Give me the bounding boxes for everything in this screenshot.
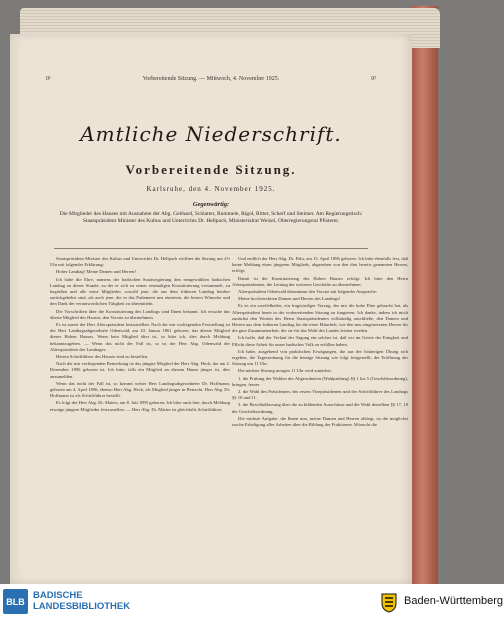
paragraph: Ich habe die Ehre, namens der badischen Staatsregierung den neugewählten badischen Landtag zu dieser Stunde, zu der er sich zu seiner erstmaligen Konstituierung versammelt, zu begrüßen und alle seine Mitglieder, sowohl jene, die aus dem früheren Landtag hierher zurückgekehrt sind, als auch jene, die in das Parlament neu eintreten, die besten Wünsche und den Dank der verantwortlichen Tätigkeit zu übermitteln. (50, 276, 230, 307)
paragraph: 1. die Prüfung der Wahlen der Abgeordneten (Wahlprüfung) §§ 1 bis 5 (Geschäftsordnung), bringen, ferner (232, 375, 408, 387)
blb-logo-text[interactable] (33, 590, 130, 612)
place-date: Karlsruhe, den 4. November 1925. (146, 185, 276, 193)
paragraph: Hoher Landtag! Meine Damen und Herren! (56, 269, 136, 275)
blb-line-1: BADISCHE (33, 590, 83, 601)
logo-bar (0, 584, 504, 619)
paragraph: Die Vorschriften über die Konstituierung des Landtags sind Ihnen bekannt. Ich ersuche das älteste Mitglied des Hauses, den Vorsitz zu übernehmen. (50, 308, 230, 320)
paragraph: Alterspräsident Odenwald übernimmt den Vorsitz mit folgender Ansprache: (238, 289, 378, 295)
paragraph: Ich hoffe, daß der Verlauf der Tagung ein solcher ist, daß wir im Geiste der Einigkeit und Pflicht diese Arbeit für unser badisches Volk zu erfüllen haben. (232, 335, 408, 347)
paragraph: Die nächste Sitzung morgen 11 Uhr wird zunächst: (238, 368, 332, 374)
paragraph: Ich habe, ausgehend von praktischen Erwägungen, die aus der bisherigen Übung sich ergeben, die Tagesordnung für die heutige Sitzung wie folgt festgestellt; die Eröffnung der Sitzung um 11 Uhr. (232, 348, 408, 367)
header-page-right: 0² (371, 76, 376, 82)
paragraph: Es ist zuerst der Herr Alterspräsident festzustellen. Nach der mir vorliegenden Feststellung ist der Herr Landtagsabgeordnete Odenwald, am 10. Januar 1861 geboren, das älteste Mitglied dieses Hohen Hauses. Wenn kein Mitglied älter ist, so bitte ich, dies durch Meldung bekanntzugeben. — Wenn das nicht der Fall ist, so ist der Herr Abg. Odenwald der Alterspräsident des Landtages. (50, 322, 230, 352)
document-subtitle: Vorbereitende Sitzung. (125, 162, 297, 177)
header-title: Vorbereitende Sitzung. — Mittwoch, 4. November 1925. (142, 76, 280, 82)
paragraph: Die nächste Aufgabe, die Ihnen nun, meine Damen und Herren obliegt, ist die möglichst rasche Erledigung aller Arbeiten über die Bildung der Fraktionen. Wünscht die (232, 415, 408, 428)
blb-logo-icon[interactable]: BLB (3, 589, 28, 614)
paragraph: Nach der mir vorliegenden Bemerkung ist das jüngste Mitglied der Herr Abg. Heck, der am 2. Dezember 1896 geboren ist. Ich bitte, falls ein Mitglied an diesem Hause jünger ist, dies anzumelden. (50, 361, 230, 379)
paragraph: Staatspräsident Minister des Kultus und Unterrichts Dr. Hellpach eröffnet die Sitzung um 4½ Uhr mit folgender Erklärung: (50, 256, 230, 268)
bw-logo-text[interactable]: Baden-Württemberg (404, 595, 504, 607)
blb-line-2: LANDESBIBLIOTHEK (33, 601, 131, 612)
paragraph: Damit ist die Konstituierung des Hohen Hauses erfolgt. Ich bitte den Herrn Alterspräsidenten, die Leitung der weiteren Geschäfte zu übernehmen. (232, 275, 408, 287)
header-page-left: 0¹ (46, 76, 51, 82)
document-page (10, 34, 412, 584)
paragraph: 3. die Beschlußfassung über die zu bildenden Ausschüsse und die Wahl derselben §§ 17, 18 der Geschäftsordnung. (232, 402, 408, 414)
paragraph: Und endlich der Herr Abg. Dr. Föhr, am 15. April 1896 geboren. Ich bitte ebenfalls fest, daß keine Meldung eines jüngeren Mitglieds, abgesehen von den drei bereits genannten Herren, erfolgt. (232, 256, 408, 274)
divider (54, 248, 368, 249)
paragraph: Meine hochverehrten Damen und Herren des Landtags! (238, 296, 341, 302)
text-column-right (232, 256, 408, 584)
paragraph: Herren Schriftführer des Hauses sind zu bestellen. (56, 354, 149, 360)
paragraph: Es ist ein zweifelhafter, ein fragwürdiger Vorzug, der mir die hohe Ehre gebracht hat, als Alterspräsident heute in der vorbereitenden Sitzung zu fungieren. Ich danke, indem ich mich zunächst den Worten des Herrn Staatspräsidenten vollständig anschließe, den Damen und Herren aus dem früheren Landtag für die treue Mitarbeit, wie den neu eingetretenen Herren für die gute Zusammenarbeit, die sie für das Wohl des Landes leisten werden. (232, 303, 408, 334)
present-list: Die Mitglieder des Hauses mit Ausnahme der Abg. Gebhard, Schlatter, Rummele, Rigol, Ritter, Scherf und Steimer. Am Regierungstisch: Staatspräsident Minister des Kultus und Unterrichts Dr. Hellpach, Ministerialrat Weizel, Oberregierungsrat Pfisterer. (59, 211, 363, 224)
paragraph: 2. die Wahl des Präsidenten, des ersten Vizepräsidenten und der Schriftführer des Landtags §§ 10 und 11. (232, 389, 408, 401)
bw-coat-of-arms-icon[interactable] (379, 591, 399, 613)
present-heading: Gegenwärtig: (192, 201, 230, 208)
text-column-left (50, 256, 230, 584)
document-title: Amtliche Niederschrift. (80, 122, 342, 146)
paragraph: Wenn das nicht der Fall ist, so kommt weiter Herr Landtagsabgeordneter Dr. Hoffmann, geboren am 4. April 1896, ebenso Herr Abg. Heck, als Mitglied jünger in Betracht. Herr Abg. Dr. Hoffmann ist als Schriftführer bestellt. (50, 380, 230, 399)
paragraph: Es folgt der Herr Abg. Dr. Mattes, am 8. Juli 1895 geboren. Ich bitte auch hier, durch Meldung etwaige jüngere Mitglieder festzustellen. — Herr Abg. Dr. Mattes ist gleichfalls Schriftführer. (50, 400, 230, 412)
book-edge (412, 6, 438, 584)
